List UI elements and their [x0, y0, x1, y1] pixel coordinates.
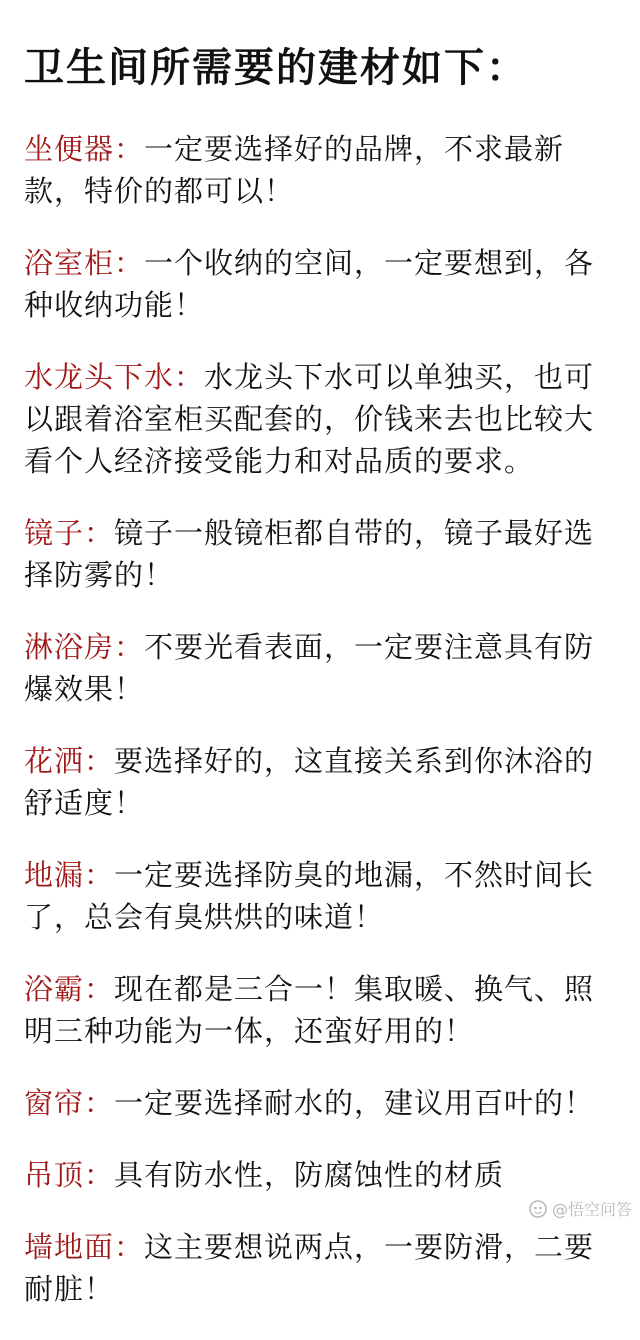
- list-item: [24, 1154, 620, 1196]
- item-label: 浴室柜：: [24, 246, 145, 280]
- item-label: 浴霸：: [24, 972, 115, 1006]
- item-label: 镜子：: [24, 516, 115, 550]
- item-label: 淋浴房：: [24, 630, 145, 664]
- item-description: 一定要选择防臭的地漏，不然时间长了，总会有臭烘烘的味道！: [24, 858, 595, 934]
- list-item: [24, 128, 620, 212]
- item-label: 坐便器：: [24, 132, 145, 166]
- list-item: [24, 1082, 620, 1124]
- item-label: 墙地面：: [24, 1230, 145, 1264]
- item-description: 要选择好的，这直接关系到你沐浴的舒适度！: [24, 744, 595, 820]
- item-description: 这主要想说两点，一要防滑，二要耐脏！: [24, 1230, 595, 1306]
- page-title: 卫生间所需要的建材如下：: [24, 44, 528, 91]
- item-label: 窗帘：: [24, 1086, 115, 1120]
- list-item: [24, 968, 620, 1052]
- item-label: 花洒：: [24, 744, 115, 778]
- list-item: [24, 854, 620, 938]
- item-description: 一定要选择好的品牌，不求最新款，特价的都可以！: [24, 132, 565, 208]
- material-list: [24, 128, 620, 1340]
- list-item: [24, 1226, 620, 1310]
- item-description: 不要光看表面，一定要注意具有防爆效果！: [24, 630, 595, 706]
- item-description: 具有防水性，防腐蚀性的材质: [114, 1158, 505, 1192]
- list-item: [24, 512, 620, 596]
- list-item: [24, 242, 620, 326]
- list-item: [24, 626, 620, 710]
- item-description: 镜子一般镜柜都自带的，镜子最好选择防雾的！: [24, 516, 595, 592]
- item-label: 地漏：: [24, 858, 115, 892]
- item-label: 吊顶：: [24, 1158, 115, 1192]
- watermark: [528, 1197, 632, 1220]
- list-item: [24, 356, 620, 482]
- item-label: 水龙头下水：: [24, 360, 205, 394]
- item-description: 一定要选择耐水的，建议用百叶的！: [114, 1086, 595, 1120]
- item-description: 现在都是三合一！集取暖、换气、照明三种功能为一体，还蛮好用的！: [24, 972, 595, 1048]
- item-description: 一个收纳的空间，一定要想到，各种收纳功能！: [24, 246, 595, 322]
- list-item: [24, 740, 620, 824]
- watermark-text: @悟空问答: [551, 1200, 632, 1219]
- wukong-logo-icon: [528, 1199, 548, 1219]
- item-description: 水龙头下水可以单独买，也可以跟着浴室柜买配套的，价钱来去也比较大看个人经济接受能力和对品质的要求。: [24, 360, 595, 478]
